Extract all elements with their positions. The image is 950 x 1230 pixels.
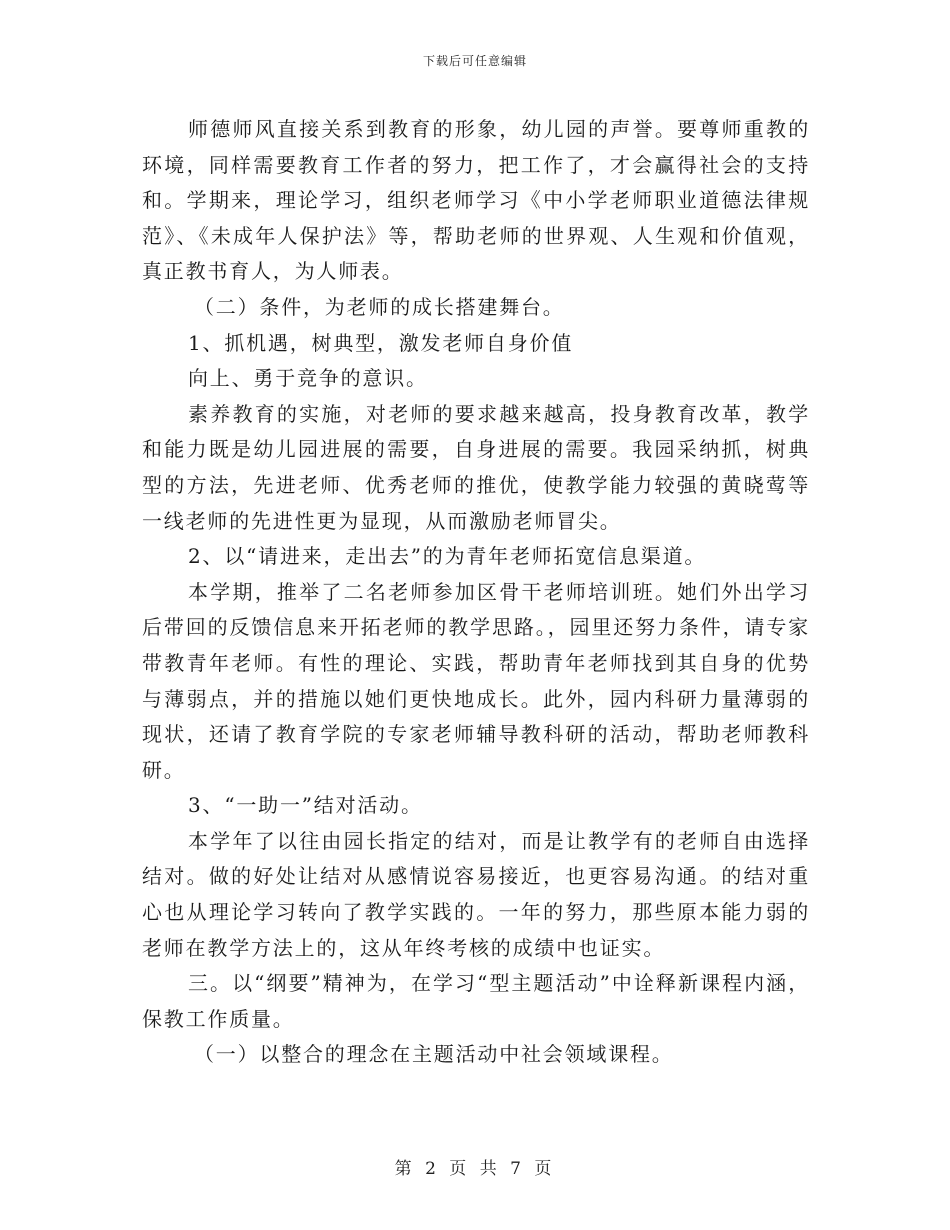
section-heading-conditions: （二）条件，为老师的成长搭建舞台。 [194, 294, 565, 319]
page-number-footer: 第 2 页 共 7 页 [394, 1159, 556, 1179]
subheading-seize-opportunity: 1、抓机遇，树典型，激发老师自身价值 [188, 330, 574, 355]
paragraph-teacher-ethics: 师德师风直接关系到教育的形象，幼儿园的声誉。要尊师重教的环境，同样需要教育工作者的努力，把工作了，才会赢得社会的支持和。学期来，理论学习，组织老师学习《中小学老师职业道德法律规范》、《未成年人保护法》等，帮助老师的世界观、人生观和价值观，真正教书育人，为人师表。 [142, 117, 810, 284]
paragraph-training: 本学期，推举了二名老师参加区骨干老师培训班。她们外出学习后带回的反馈信息来开拓老师的教学思路。，园里还努力条件，请专家带教青年老师。有性的理论、实践，帮助青年老师找到其自身的优势与薄弱点，并的措施以她们更快地成长。此外，园内科研力量薄弱的现状，还请了教育学院的专家老师辅导教科研的活动，帮助老师教科研。 [142, 579, 810, 782]
page-header: 下载后可任意编辑 [422, 54, 527, 68]
section-heading-outline-spirit: 三。以“纲要”精神为，在学习“型主题活动”中诠释新课程内涵，保教工作质量。 [142, 971, 810, 1031]
subheading-invite-in-go-out: 2、以“请进来，走出去”的为青年老师拓宽信息渠道。 [188, 544, 707, 569]
subheading-integration: （一）以整合的理念在主题活动中社会领域课程。 [194, 1042, 674, 1067]
paragraph-pairing: 本学年了以往由园长指定的结对，而是让教学有的老师自由选择结对。做的好处让结对从感情说容易接近，也更容易沟通。的结对重心也从理论学习转向了教学实践的。一年的努力，那些原本能力弱的老师在教学方法上的，这从年终考核的成绩中也证实。 [142, 828, 810, 960]
document-body [142, 112, 810, 1073]
subheading-mentoring: 3、“一助一”结对活动。 [188, 793, 423, 818]
subheading-continuation: 向上、勇于竞争的意识。 [188, 366, 428, 391]
paragraph-quality-education: 素养教育的实施，对老师的要求越来越高，投身教育改革，教学和能力既是幼儿园进展的需要，自身进展的需要。我园采纳抓，树典型的方法，先进老师、优秀老师的推优，使教学能力较强的黄晓莺等一线老师的先进性更为显现，从而激励老师冒尖。 [142, 401, 810, 533]
